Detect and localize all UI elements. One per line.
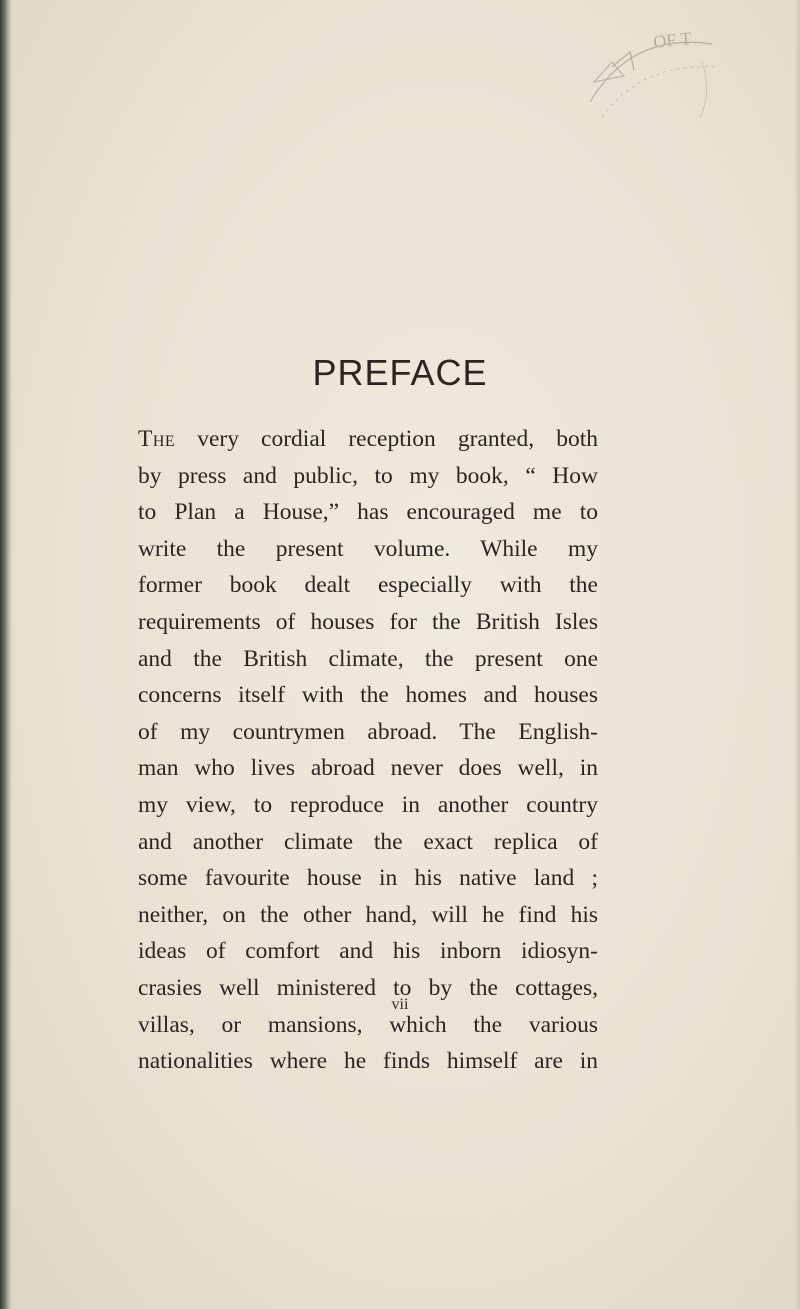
text-line-4: write the present volume. While my (138, 535, 598, 562)
text-line-8: concerns itself with the homes and houses (138, 682, 598, 709)
drop-lead-word: The (138, 426, 176, 452)
text-line-2: by press and public, to my book, “ How (138, 462, 598, 489)
text-line-15: ideas of comfort and his inborn idiosyn- (138, 938, 598, 965)
text-line-13: some favourite house in his native land ; (138, 865, 598, 892)
text-line-7: and the British climate, the present one (138, 645, 598, 672)
text-line-6: requirements of houses for the British Isles (138, 608, 598, 635)
text-line-14: neither, on the other hand, will he find his (138, 901, 598, 928)
page-title: PREFACE (312, 352, 488, 393)
preface-body (138, 421, 598, 1080)
text-line-16: crasies well ministered to by the cottages, (138, 974, 598, 1001)
text-line-3: to Plan a House,” has encouraged me to (138, 499, 598, 526)
text-line-11: my view, to reproduce in another country (138, 791, 598, 818)
text-line-10: man who lives abroad never does well, in (138, 755, 598, 782)
page-number: vii (391, 996, 409, 1013)
text-line-5: former book dealt especially with the (138, 572, 598, 599)
binding-shadow (0, 0, 12, 1309)
text-line-18: nationalities where he finds himself are in (138, 1048, 598, 1075)
text-line-9: of my countrymen abroad. The English- (138, 718, 598, 745)
library-stamp-icon (572, 22, 722, 132)
text-line-1: The very cordial reception granted, both (138, 426, 598, 452)
page-edge (794, 0, 800, 1309)
text-line-12: and another climate the exact replica of (138, 828, 598, 855)
text-line-17: villas, or mansions, which the various (138, 1011, 598, 1038)
stamp-text: OF T (652, 28, 693, 52)
